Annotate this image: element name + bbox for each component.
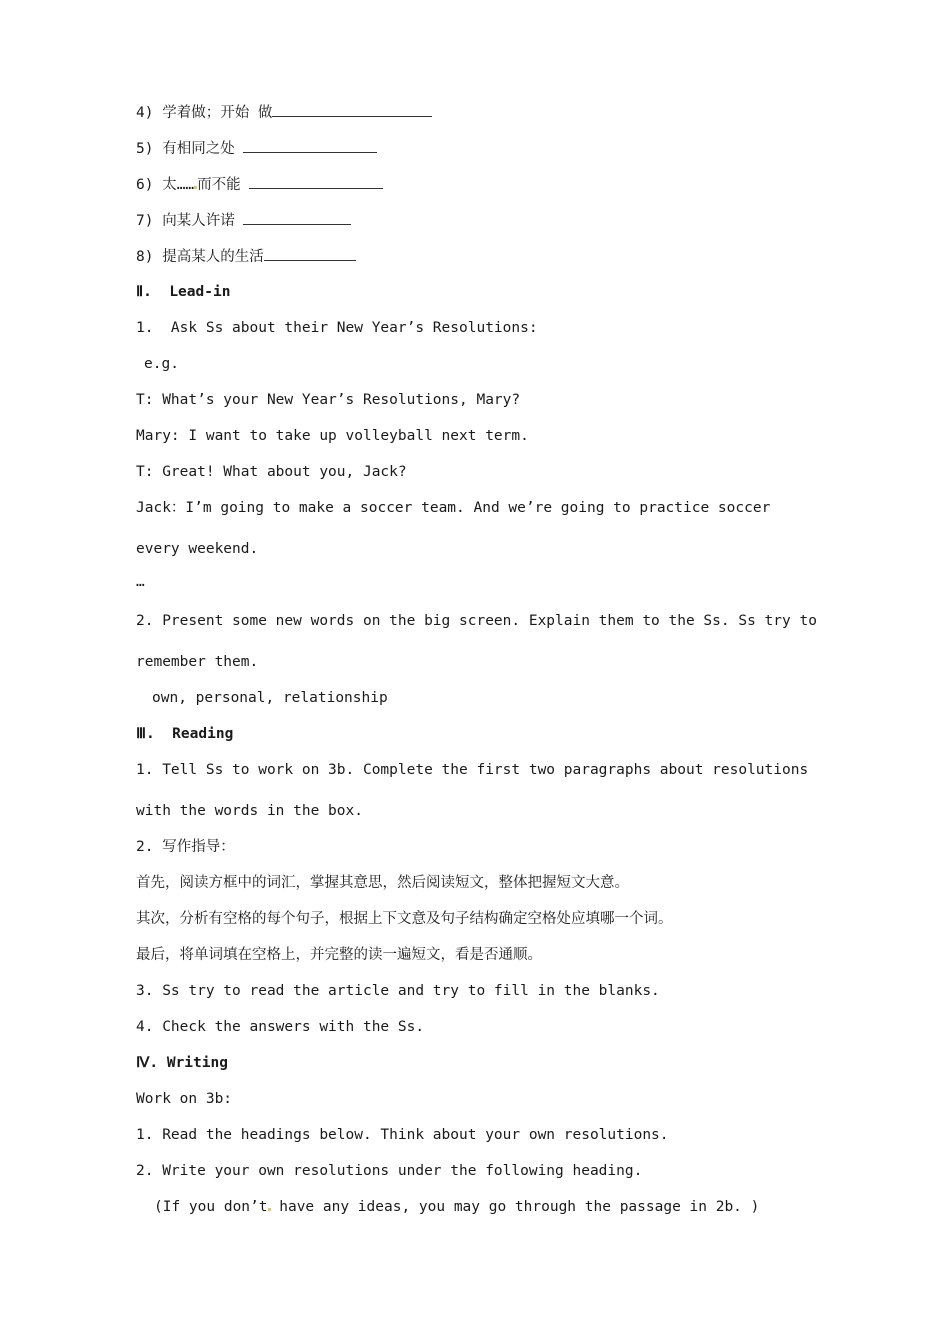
reading-item-3: 3. Ss try to read the article and try to fill in the blanks. <box>136 983 660 999</box>
writing-item-1: 1. Read the headings below. Think about your own resolutions. <box>136 1127 669 1143</box>
lead-in-item-2-cont: remember them. <box>136 654 259 670</box>
dialogue-line: T: What’s your New Year’s Resolutions, Mary? <box>136 392 521 408</box>
guide-line: 其次，分析有空格的每个句子，根据上下文意及句子结构确定空格处应填哪一个词。 <box>136 911 673 927</box>
fill-blank <box>243 210 351 225</box>
phrase-item <box>136 246 356 267</box>
phrase-text: 向某人许诺 <box>162 213 235 229</box>
section-heading-writing: Ⅳ. Writing <box>136 1055 228 1071</box>
guide-line: 首先，阅读方框中的词汇，掌握其意思，然后阅读短文，整体把握短文大意。 <box>136 875 629 891</box>
reading-item-2: 2. 写作指导： <box>136 839 235 855</box>
writing-intro: Work on 3b: <box>136 1091 233 1107</box>
phrase-number: 5) <box>136 141 154 157</box>
reading-item-1-cont: with the words in the box. <box>136 803 363 819</box>
phrase-item <box>136 210 351 231</box>
example-label: e.g. <box>144 356 179 372</box>
note-text: (If you don’t <box>154 1199 268 1215</box>
dialogue-line: Jack：I’m going to make a soccer team. And we’re going to practice soccer <box>136 500 771 516</box>
fill-blank <box>272 102 432 117</box>
writing-note <box>154 1197 759 1217</box>
dialogue-line: T: Great! What about you, Jack? <box>136 464 407 480</box>
new-words: own, personal, relationship <box>152 690 388 706</box>
dialogue-line: every weekend. <box>136 541 259 557</box>
reading-item-4: 4. Check the answers with the Ss. <box>136 1019 425 1035</box>
phrase-number: 8) <box>136 249 154 265</box>
ellipsis: … <box>136 574 145 590</box>
phrase-text: 有相同之处 <box>162 141 235 157</box>
note-text: have any ideas, you may go through the passage in 2b. ) <box>270 1199 760 1215</box>
dialogue-line: Mary: I want to take up volleyball next term. <box>136 428 529 444</box>
phrase-text: 学着做；开始 做 <box>162 105 273 121</box>
phrase-item <box>136 174 383 195</box>
section-heading-reading: Ⅲ. Reading <box>136 726 234 742</box>
phrase-item <box>136 102 432 123</box>
lead-in-item-2: 2. Present some new words on the big screen. Explain them to the Ss. Ss try to <box>136 613 817 629</box>
phrase-text: 太…… <box>162 177 195 193</box>
reading-item-1: 1. Tell Ss to work on 3b. Complete the first two paragraphs about resolutions <box>136 762 809 778</box>
phrase-number: 7) <box>136 213 154 229</box>
fill-blank <box>249 174 383 189</box>
lead-in-item-1: 1. Ask Ss about their New Year’s Resolutions: <box>136 320 538 336</box>
writing-item-2: 2. Write your own resolutions under the following heading. <box>136 1163 643 1179</box>
phrase-text: 提高某人的生活 <box>162 249 264 265</box>
section-heading-lead-in: Ⅱ. Lead-in <box>136 284 231 300</box>
phrase-item <box>136 138 377 159</box>
fill-blank <box>243 138 377 153</box>
guide-line: 最后，将单词填在空格上，并完整的读一遍短文，看是否通顺。 <box>136 947 542 963</box>
phrase-number: 4) <box>136 105 154 121</box>
phrase-text: 而不能 <box>197 177 241 193</box>
phrase-number: 6) <box>136 177 154 193</box>
fill-blank <box>264 246 356 261</box>
